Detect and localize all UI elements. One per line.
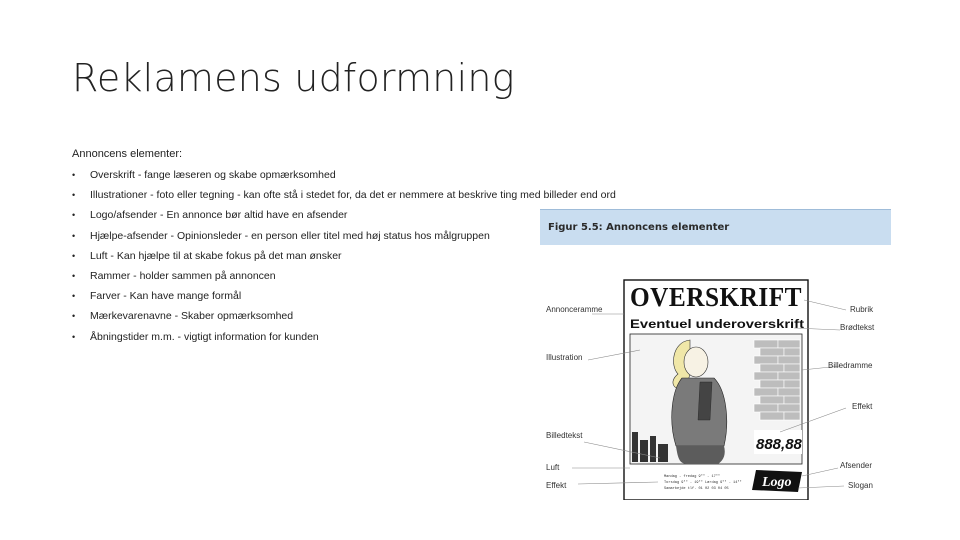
slide-title: Reklamens udformning (72, 56, 515, 100)
label-broedtekst: Brødtekst (840, 323, 875, 332)
bullet-dot: • (72, 170, 76, 180)
ad-logo: Logo (762, 475, 792, 490)
list-item-text: Overskrift - fange læseren og skabe opmærksomhed (90, 169, 336, 181)
list-item (72, 188, 692, 208)
bullet-dot: • (72, 331, 76, 342)
ad-elements-figure (540, 270, 892, 500)
list-item-text: Rammer - holder sammen på annoncen (90, 269, 276, 282)
ad-small-print-line: Samarbejde tlf. 01 02 03 04 05 (664, 487, 729, 491)
figure-caption-band (540, 209, 891, 245)
bullet-dot: • (72, 270, 76, 281)
list-item-text: Illustrationer - foto eller tegning - kan ofte stå i stedet for, da det er nemmere at beskrive ting med billeder end ord (90, 189, 616, 202)
label-effekt-left: Effekt (546, 481, 567, 490)
bullet-dot: • (72, 250, 76, 261)
ad-small-print-line: Torsdag 9⁰⁰ - 19⁰⁰ Lørdag 9⁰⁰ - 14⁰⁰ (664, 481, 742, 485)
bullet-dot: • (72, 210, 76, 221)
label-afsender: Afsender (840, 461, 873, 470)
section-subhead: Annoncens elementer: (72, 148, 183, 160)
list-item-text: Farver - Kan have mange formål (90, 290, 242, 303)
label-billedtekst: Billedtekst (546, 431, 583, 440)
label-billedramme: Billedramme (828, 361, 873, 370)
bullet-dot: • (72, 190, 76, 201)
list-item (72, 168, 692, 188)
figure-caption: Figur 5.5: Annoncens elementer (548, 222, 730, 233)
label-effekt-right: Effekt (852, 402, 873, 411)
ad-price: 888,88 (756, 436, 802, 453)
label-annonceramme: Annonceramme (546, 305, 603, 314)
label-luft: Luft (546, 463, 560, 472)
list-item (72, 249, 692, 269)
ad-subheadline: Eventuel underoverskrift (630, 317, 805, 331)
ad-headline: OVERSKRIFT (630, 282, 802, 312)
body-text-brick-wall (754, 340, 800, 420)
list-item-text: Hjælpe-afsender - Opinionsleder - en person eller titel med høj status hos målgruppen (90, 229, 490, 242)
list-item-text: Logo/afsender - En annonce bør altid have en afsender (90, 209, 348, 222)
bullet-dot: • (72, 230, 76, 241)
bullet-dot: • (72, 291, 76, 302)
list-item-text: Mærkevarenavne - Skaber opmærksomhed (90, 310, 294, 323)
label-slogan: Slogan (848, 481, 873, 490)
ad-small-print-line: Mandag - fredag 9⁰⁰ - 17⁰⁰ (664, 475, 721, 479)
label-rubrik: Rubrik (850, 305, 874, 314)
list-item-text: Åbningstider m.m. - vigtigt information for kunden (90, 330, 319, 343)
label-illustration: Illustration (546, 353, 583, 362)
list-item-text: Luft - Kan hjælpe til at skabe fokus på det man ønsker (90, 249, 342, 262)
bullet-dot: • (72, 311, 76, 322)
